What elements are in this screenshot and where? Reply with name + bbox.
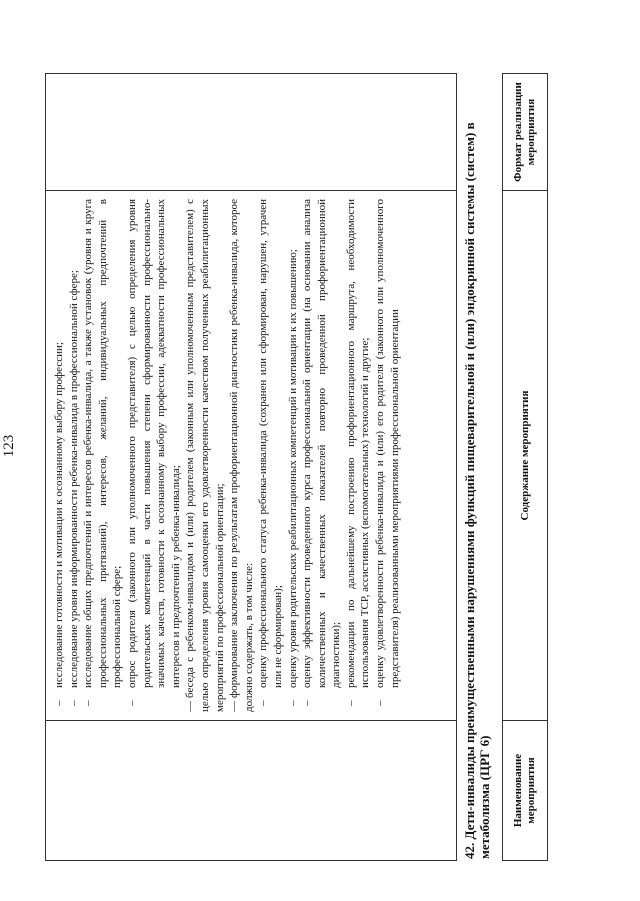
page-number: 123	[1, 434, 17, 458]
content-list-item-text: оценку уровня родительских реабилитационных компетенций и мотивации к их повышению;	[286, 249, 299, 688]
header-activity-name: Наименование мероприятия	[503, 720, 547, 860]
list-dash-marker: —	[184, 701, 197, 712]
activity-content-list	[46, 191, 402, 720]
header-activity-format: Формат реализации мероприятия	[512, 82, 537, 182]
activity-format-cell	[46, 74, 456, 190]
content-list-item-text: оценку эффективности проведенного курса профессиональной ориентации (на основании анализа количественных и качественных показателей повторно проведенной профориентационной диагностики);	[301, 199, 343, 688]
section-heading: 42. Дети-инвалиды преимущественными нарушениями функций пищеварительной и (или) эндокринной системы (систем) в метаболизма (ЦРГ 6)	[462, 122, 492, 859]
activity-table-continuation	[45, 73, 457, 861]
content-list-item-text: рекомендации по дальнейшему построению профориентационного маршрута, необходимости использования ТСР, ассистивных (вспомогательных) технологий и другие;	[344, 199, 372, 688]
content-list-item-text: исследование общих предпочтений и интересов ребенка-инвалида, а также установок (уровня и круга профессиональных притязаний), интересов, желаний, индивидуальных предпочтений в профессиональной сфере;	[82, 199, 124, 688]
content-list-item-text: беседа с ребенком-инвалидом и (или) родителем (законным или уполномоченным представителем) с целью определения уровня самооценки его удовлетворенности качеством полученных реабилитационных мероприятий по профессиональной ориентации;	[184, 199, 226, 712]
content-list-item	[81, 199, 125, 712]
content-list-item	[286, 199, 301, 712]
content-list-item	[344, 199, 373, 712]
header-activity-content: Содержание мероприятия	[503, 190, 547, 720]
content-list-item	[373, 199, 402, 712]
section-table-header	[502, 73, 548, 861]
content-list-item-text: оценку профессионального статуса ребенка-инвалида (сохранен или сформирован, нарушен, утрачен или не сформирован);	[257, 199, 284, 688]
content-list-item	[256, 199, 285, 712]
content-list-item-text: формирование заключения по результатам профориентационной диагностики ребенка-инвалида, которое должно содержать, в том числе:	[228, 199, 255, 712]
activity-content-cell	[46, 190, 456, 720]
content-list-item	[300, 199, 344, 712]
list-dash-marker: —	[228, 701, 241, 712]
content-list-item	[52, 199, 67, 712]
activity-name-cell	[46, 720, 456, 860]
content-list-item-text: оценку удовлетворенности ребенка-инвалида и (или) его родителя (законного или уполномоченного представителя) реализованными мероприятиями профессиональной ориентации	[374, 199, 401, 688]
content-list-item-text: исследование готовности и мотивации к осознанному выбору профессии;	[53, 342, 65, 688]
content-list-item-text: исследование уровня информированности ребенка-инвалида в профессиональной сфере;	[67, 270, 80, 688]
content-list-item-text: опрос родителя (законного или уполномоченного представителя) с целью определения уровня родительских компетенций в части повышения степени сформированности профессионально-значимых качеств, готовности к осознанному выбору профессии, адекватности профессиональных интересов и предпочтений у ребенка-инвалида;	[125, 199, 182, 688]
content-list-item	[125, 199, 183, 712]
content-list-item	[183, 199, 227, 712]
content-list-item	[67, 199, 82, 712]
content-list-item	[227, 199, 256, 712]
